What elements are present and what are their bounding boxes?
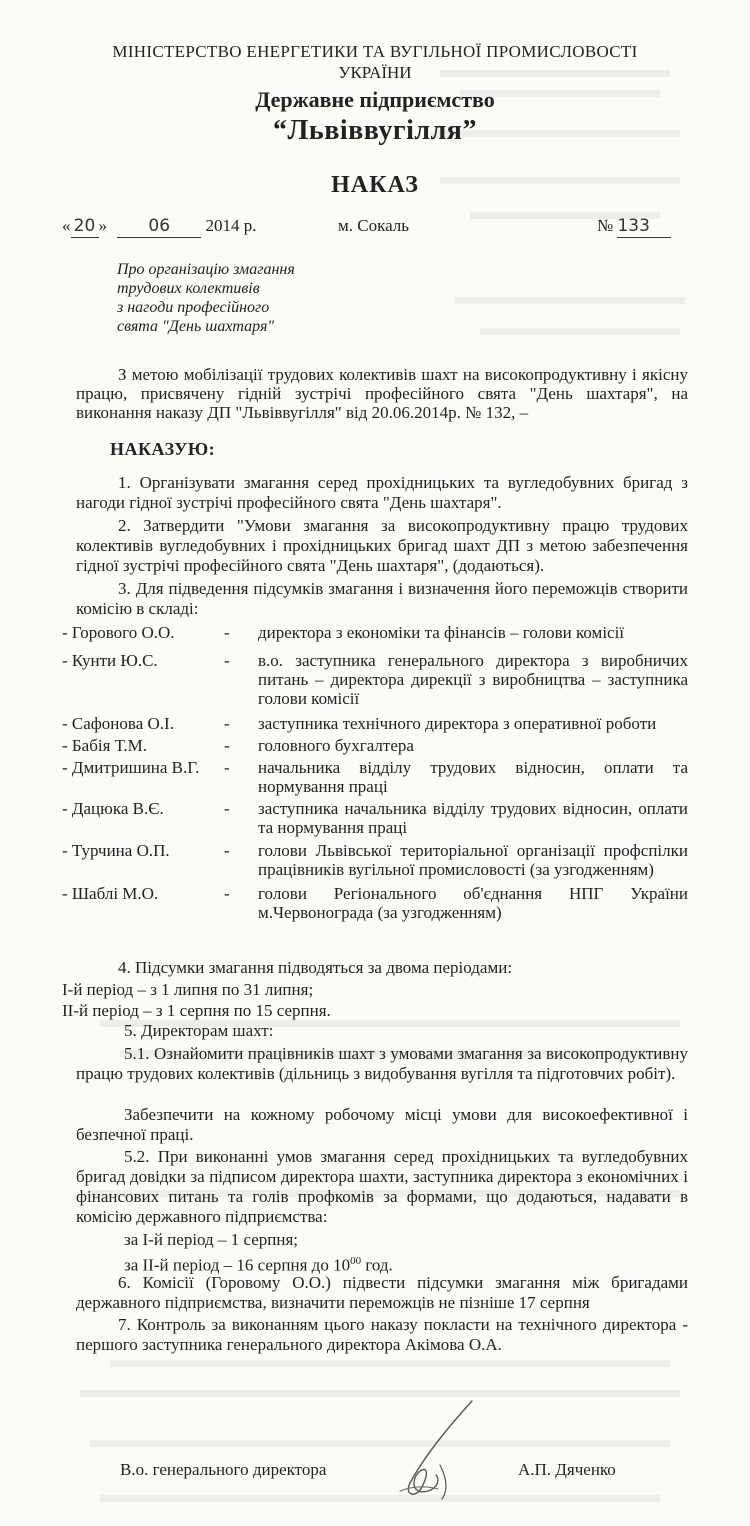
member-name: - Бабія Т.М. [62,736,147,755]
member-position: головного бухгалтера [258,736,414,755]
period-1: I-й період – з 1 липня по 31 липня; [62,980,314,999]
item-6-text: 6. Комісії (Горовому О.О.) підвести підсумки змагання між бригадами державного підприємства, визначити переможців не пізніше 17 серпня [76,1273,688,1312]
item-6 [76,1273,688,1313]
member-dash: - [224,799,230,818]
date-day: 20 [71,215,99,238]
handwritten-signature [380,1395,490,1505]
member-name: - Дмитришина В.Г. [62,758,200,777]
item-3-text: 3. Для підведення підсумків змагання і визначення його переможців створити комісію в складі: [76,579,688,618]
order-subject-line: Про організацію змагання [117,261,295,278]
date-field [62,215,257,238]
item-2-text: 2. Затвердити "Умови змагання за високопродуктивну працю трудових колективів вугледобувних і прохідницьких бригад шахт ДП з метою забезпечення гідної зустрічі професійного свята "День шахтаря", (додаються). [76,516,688,575]
member-dash: - [224,651,230,670]
member-position: директора з економіки та фінансів – голови комісії [258,623,625,642]
order-subject-line: трудових колективів [117,280,260,297]
order-number-field [597,215,671,238]
date-year: 2014 р. [205,216,257,235]
item-5-1 [76,1044,688,1084]
member-name: - Горового О.О. [62,623,175,642]
signatory-name: А.П. Дяченко [518,1460,616,1479]
member-name: - Сафонова О.І. [62,714,174,733]
member-position: заступника технічного директора з оперативної роботи [258,714,657,733]
member-name: - Турчина О.П. [62,841,170,860]
document-title: НАКАЗ [331,172,419,198]
member-dash: - [224,714,230,733]
member-dash: - [224,841,230,860]
ministry-name: МІНІСТЕРСТВО ЕНЕРГЕТИКИ ТА ВУГІЛЬНОЇ ПРОМИСЛОВОСТІ [112,42,638,61]
member-position: начальника відділу трудових відносин, оплати та нормування праці [258,758,688,796]
signatory-title: В.о. генерального директора [120,1460,327,1479]
item-1-text: 1. Організувати змагання серед прохідницьких та вугледобувних бригад з нагоди гідної зустрічі професійного свята "День шахтаря". [76,473,688,512]
deadline-period-1: за I-й період – 1 серпня; [124,1230,298,1249]
order-subject-line: свята "День шахтаря" [117,318,275,335]
item-2 [76,516,688,576]
item-5-1-secure [76,1105,688,1145]
item-5-2-text: 5.2. При виконанні умов змагання серед прохідницьких та вугледобувних бригад довідки за підписом директора шахти, заступника директора з економічних і фінансових питань та голів профкомів за формами, що додаються, надавати в комісію державного підприємства: [76,1147,688,1226]
deadline-period-2-text: за II-й період – 16 серпня до 10 [124,1255,351,1275]
member-dash: - [224,623,230,642]
enterprise-name: “Львіввугілля” [273,115,477,146]
preamble [76,365,688,422]
date-close-quote: » [98,216,107,235]
member-position: голови Регіонального об'єднання НПГ України м.Червонограда (за узгодженням) [258,884,688,922]
item-7-text: 7. Контроль за виконанням цього наказу покласти на технічного директора - першого заступника генерального директора Акімова О.А. [76,1315,688,1354]
item-5-1-secure-text: Забезпечити на кожному робочому місці умови для високоефективної і безпечної праці. [76,1105,688,1144]
date-open-quote: « [62,216,71,235]
item-5-2 [76,1147,688,1227]
member-position: голови Львівської територіальної організації профспілки працівників вугільної промисловості (за узгодженням) [258,841,688,879]
order-number: 133 [617,215,671,238]
preamble-text: З метою мобілізації трудових колективів шахт на високопродуктивну і якісну працю, присвячену гідній зустрічі професійного свята "День шахтаря", на виконання наказу ДП "Львіввугілля" від 20.06.2014р. № 132, – [76,365,688,422]
order-subject [117,260,295,336]
deadline-hour-superscript: 00 [350,1255,362,1267]
order-word: НАКАЗУЮ: [110,439,216,459]
member-dash: - [224,758,230,777]
member-position: в.о. заступника генерального директора з виробничих питань – директора дирекції з виробництва – заступника голови комісії [258,651,688,708]
item-5: 5. Директорам шахт: [124,1021,274,1040]
deadline-period-2-unit: год. [361,1255,393,1275]
city-label: м. Сокаль [338,216,410,235]
member-position: заступника начальника відділу трудових відносин, оплати та нормування праці [258,799,688,837]
item-4: 4. Підсумки змагання підводяться за двома періодами: [118,958,513,977]
member-dash: - [224,736,230,755]
period-2: II-й період – з 1 серпня по 15 серпня. [62,1001,331,1020]
order-subject-line: з нагоди професійного [117,299,270,316]
date-month: 06 [117,215,201,238]
member-name: - Кунти Ю.С. [62,651,158,670]
item-7 [76,1315,688,1355]
order-number-label: № [597,216,614,235]
item-5-1-text: 5.1. Ознайомити працівників шахт з умовами змагання за високопродуктивну працю трудових колективів (дільниць з видобування вугілля та підготовчих робіт). [76,1044,688,1083]
country-name: УКРАЇНИ [338,63,412,82]
member-dash: - [224,884,230,903]
item-1 [76,473,688,513]
member-name: - Дацюка В.Є. [62,799,164,818]
deadline-period-2 [124,1251,393,1276]
member-name: - Шаблі М.О. [62,884,159,903]
item-3 [76,579,688,619]
enterprise-type: Державне підприємство [255,87,495,112]
